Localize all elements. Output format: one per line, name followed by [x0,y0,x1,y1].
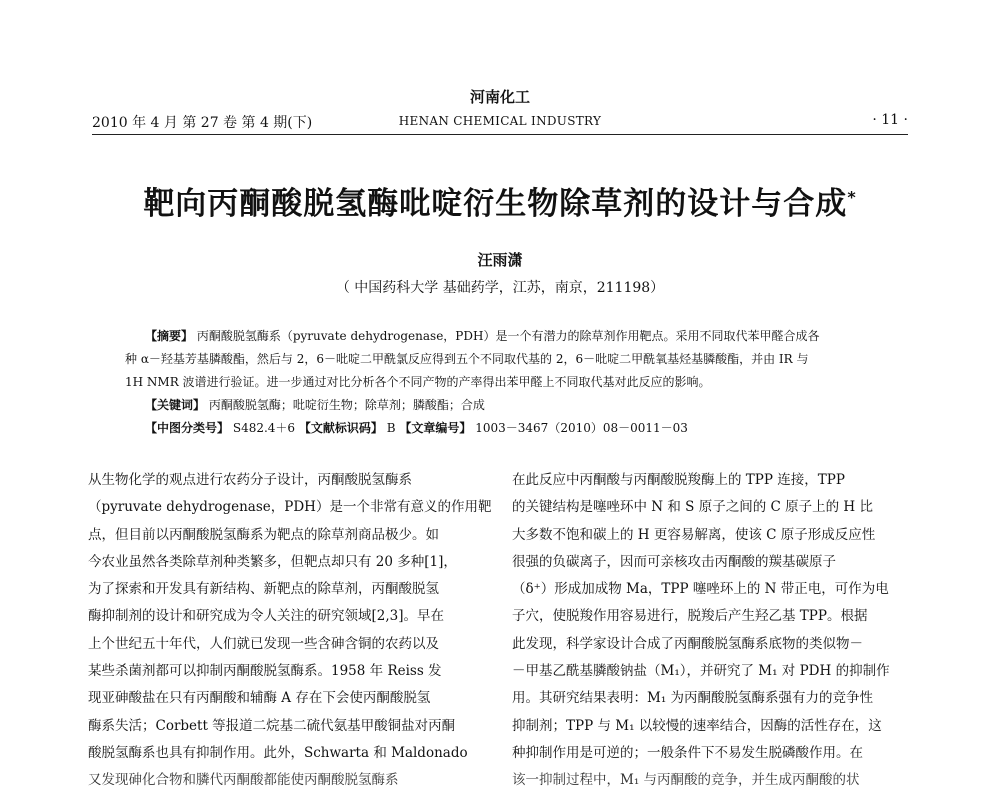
body-line: （δ⁺）形成加成物 Ma，TPP 噻唑环上的 N 带正电，可作为电 [512,581,889,598]
body-line: 此发现，科学家设计合成了丙酮酸脱氢酶系底物的类似物－ [512,635,863,652]
body-line: 为了探索和开发具有新结构、新靶点的除草剂，丙酮酸脱氢 [88,581,439,598]
issue-info: 2010 年 4 月 第 27 卷 第 4 期(下) [92,115,313,131]
abstract-line: 种 α－羟基芳基膦酸酯，然后与 2，6－吡啶二甲酰氯反应得到五个不同取代基的 2，6－吡啶二甲酰氧基烃基膦酸酯，并由 IR 与 [125,352,809,366]
author: 汪雨潇 [477,251,523,269]
clc-number: S482.4＋6 [232,421,296,435]
body-line: 今农业虽然各类除草剂种类繁多，但靶点却只有 20 多种[1]， [88,553,457,570]
body-line: 上个世纪五十年代，人们就已发现一些含砷含铜的农药以及 [88,635,439,652]
body-line: 酸脱氢酶系也具有抑制作用。此外，Schwarta 和 Maldonado [88,744,468,761]
abstract-text: 丙酮酸脱氢酶系（pyruvate dehydrogenase，PDH）是一个有潜力的除草剂作用靶点。采用不同取代苯甲醛合成各 [196,329,820,343]
clc-label: 【中图分类号】 [145,421,230,435]
body-line: （pyruvate dehydrogenase，PDH）是一个非常有意义的作用靶 [88,499,492,516]
body-line: 现亚砷酸盐在只有丙酮酸和辅酶 A 存在下会使丙酮酸脱氢 [88,690,431,707]
body-line: 用。其研究结果表明：M₁ 为丙酮酸脱氢酶系强有力的竞争性 [512,690,874,707]
body-line: 酶抑制剂的设计和研究成为令人关注的研究领域[2,3]。早在 [88,608,445,625]
keywords-label: 【关键词】 [145,398,206,412]
doc-code-label: 【文献标识码】 [298,421,383,435]
abstract-block [125,325,885,440]
classification-line [125,417,885,440]
body-line: 很强的负碳离子，因而可亲核攻击丙酮酸的羰基碳原子 [512,553,836,570]
body-line: 某些杀菌剂都可以抑制丙酮酸脱氢酶系。1958 年 Reiss 发 [88,663,442,680]
body-line: 子穴，使脱羧作用容易进行，脱羧后产生羟乙基 TPP。根据 [512,608,868,625]
article-title [0,178,1000,223]
body-line: 从生物化学的观点进行农药分子设计，丙酮酸脱氢酶系 [88,472,412,488]
title-footnote-mark: * [847,187,857,207]
body-line: 的关键结构是噻唑环中 N 和 S 原子之间的 C 原子上的 H 比 [512,499,873,516]
page-number: · 11 · [872,112,908,128]
abstract-line [125,325,885,348]
body-line: 在此反应中丙酮酸与丙酮酸脱羧酶上的 TPP 连接，TPP [512,472,845,488]
journal-name: 河南化工 [469,88,530,106]
affiliation: （ 中国药科大学 基础药学，江苏，南京，211198） [335,280,665,296]
keywords-line [125,394,885,417]
journal-english-name: HENAN CHEMICAL INDUSTRY [398,114,602,128]
keywords: 丙酮酸脱氢酶；吡啶衍生物；除草剂；膦酸酯；合成 [208,398,485,412]
body-line: 大多数不饱和碳上的 H 更容易解离，使该 C 原子形成反应性 [512,526,876,543]
body-line: 该一抑制过程中，M₁ 与丙酮酸的竞争，并生成丙酮酸的状 [512,772,860,789]
body-line: 种抑制作用是可逆的；一般条件下不易发生脱磷酸作用。在 [512,744,863,761]
article-number: 1003－3467（2010）08－0011－03 [475,421,688,435]
body-line: －甲基乙酰基膦酸钠盐（M₁），并研究了 M₁ 对 PDH 的抑制作 [512,663,890,680]
body-line: 又发现砷化合物和膦代丙酮酸都能使丙酮酸脱氢酶系 [88,772,399,789]
article-number-label: 【文章编号】 [399,421,472,435]
body-column-left [88,467,492,795]
title-text: 靶向丙酮酸脱氢酶吡啶衍生物除草剂的设计与合成 [143,186,848,222]
body-line: 点，但目前以丙酮酸脱氢酶系为靶点的除草剂商品极少。如 [88,526,439,543]
body-column-right [512,467,912,795]
body-line: 酶系失活；Corbett 等报道二烷基二硫代氨基甲酸铜盐对丙酮 [88,717,456,734]
body-line: 抑制剂；TPP 与 M₁ 以较慢的速率结合，因酶的活性存在，这 [512,717,882,734]
abstract-label: 【摘要】 [145,329,194,343]
doc-code: B [386,421,396,435]
abstract-line: 1H NMR 波谱进行验证。进一步通过对比分析各个不同产物的产率得出苯甲醛上不同取代基对此反应的影响。 [125,375,711,389]
header-rule [92,134,908,135]
